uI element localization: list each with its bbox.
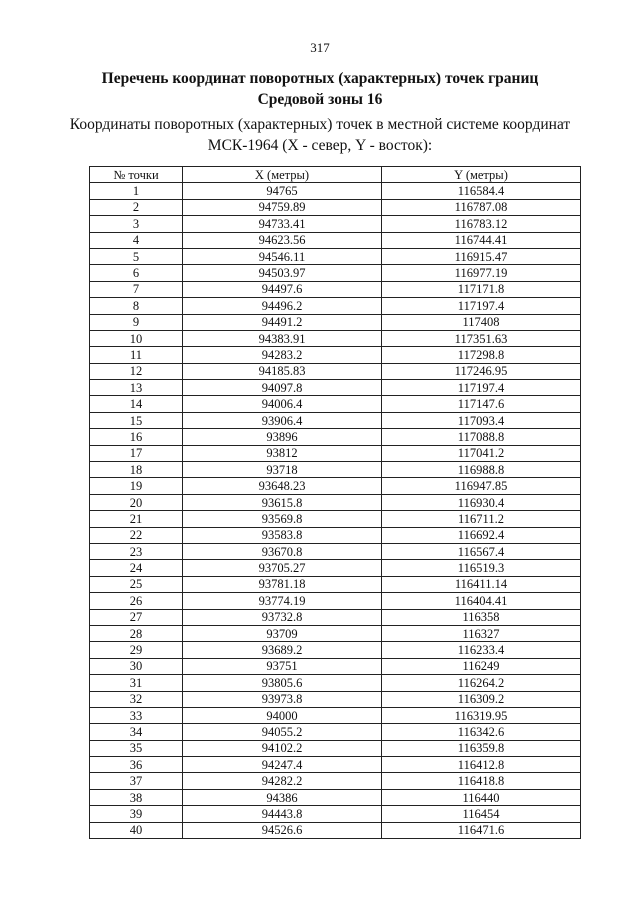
table-row (90, 396, 581, 412)
cell-point-number: 37 (90, 773, 183, 789)
cell-point-number: 1 (90, 183, 183, 199)
cell-x: 94102.2 (183, 740, 382, 756)
cell-point-number: 19 (90, 478, 183, 494)
cell-point-number: 23 (90, 543, 183, 559)
cell-y: 116440 (382, 789, 581, 805)
table-row (90, 232, 581, 248)
cell-x: 94503.97 (183, 265, 382, 281)
table-row (90, 281, 581, 297)
cell-x: 93569.8 (183, 511, 382, 527)
table-row (90, 298, 581, 314)
cell-y: 116584.4 (382, 183, 581, 199)
cell-x: 94282.2 (183, 773, 382, 789)
cell-y: 116930.4 (382, 494, 581, 510)
table-row (90, 478, 581, 494)
table-row (90, 380, 581, 396)
cell-point-number: 8 (90, 298, 183, 314)
cell-x: 94491.2 (183, 314, 382, 330)
cell-x: 93906.4 (183, 412, 382, 428)
cell-x: 93689.2 (183, 642, 382, 658)
cell-y: 116783.12 (382, 216, 581, 232)
cell-y: 116471.6 (382, 822, 581, 838)
table-row (90, 216, 581, 232)
cell-point-number: 34 (90, 724, 183, 740)
table-row (90, 593, 581, 609)
cell-x: 93718 (183, 462, 382, 478)
cell-point-number: 21 (90, 511, 183, 527)
table-row (90, 757, 581, 773)
cell-x: 93709 (183, 625, 382, 641)
cell-y: 116359.8 (382, 740, 581, 756)
table-row (90, 822, 581, 838)
table-row (90, 724, 581, 740)
table-row (90, 675, 581, 691)
cell-point-number: 26 (90, 593, 183, 609)
table-row (90, 543, 581, 559)
cell-y: 117041.2 (382, 445, 581, 461)
table-row (90, 511, 581, 527)
cell-point-number: 32 (90, 691, 183, 707)
cell-x: 94546.11 (183, 248, 382, 264)
table-row (90, 576, 581, 592)
cell-y: 117147.6 (382, 396, 581, 412)
document-subtitle (0, 114, 640, 156)
cell-x: 94443.8 (183, 806, 382, 822)
table-header (90, 167, 581, 183)
coordinates-table (89, 166, 581, 839)
cell-y: 116358 (382, 609, 581, 625)
cell-point-number: 36 (90, 757, 183, 773)
table-row (90, 265, 581, 281)
cell-x: 93751 (183, 658, 382, 674)
header-point-number: № точки (90, 167, 183, 183)
cell-point-number: 3 (90, 216, 183, 232)
table-row (90, 773, 581, 789)
table-row (90, 314, 581, 330)
cell-x: 93615.8 (183, 494, 382, 510)
cell-point-number: 11 (90, 347, 183, 363)
cell-x: 94000 (183, 707, 382, 723)
cell-point-number: 13 (90, 380, 183, 396)
table-row (90, 462, 581, 478)
cell-x: 93670.8 (183, 543, 382, 559)
table-row (90, 183, 581, 199)
cell-y: 116404.41 (382, 593, 581, 609)
cell-x: 94733.41 (183, 216, 382, 232)
cell-point-number: 14 (90, 396, 183, 412)
cell-y: 117088.8 (382, 429, 581, 445)
subtitle-line-2: МСК-1964 (X - север, Y - восток): (207, 137, 433, 154)
cell-point-number: 28 (90, 625, 183, 641)
header-x: X (метры) (183, 167, 382, 183)
cell-x: 94055.2 (183, 724, 382, 740)
cell-y: 116309.2 (382, 691, 581, 707)
cell-x: 93812 (183, 445, 382, 461)
cell-point-number: 24 (90, 560, 183, 576)
table-row (90, 658, 581, 674)
table-row (90, 625, 581, 641)
cell-y: 117171.8 (382, 281, 581, 297)
cell-point-number: 40 (90, 822, 183, 838)
cell-y: 116519.3 (382, 560, 581, 576)
cell-y: 117351.63 (382, 330, 581, 346)
table-row (90, 691, 581, 707)
cell-y: 116249 (382, 658, 581, 674)
cell-point-number: 27 (90, 609, 183, 625)
cell-x: 93705.27 (183, 560, 382, 576)
cell-x: 94386 (183, 789, 382, 805)
cell-point-number: 39 (90, 806, 183, 822)
cell-x: 93973.8 (183, 691, 382, 707)
table-row (90, 642, 581, 658)
cell-point-number: 12 (90, 363, 183, 379)
cell-y: 116947.85 (382, 478, 581, 494)
cell-point-number: 25 (90, 576, 183, 592)
table-row (90, 560, 581, 576)
cell-x: 93648.23 (183, 478, 382, 494)
cell-y: 117093.4 (382, 412, 581, 428)
cell-y: 116412.8 (382, 757, 581, 773)
cell-x: 93805.6 (183, 675, 382, 691)
cell-y: 116319.95 (382, 707, 581, 723)
cell-point-number: 16 (90, 429, 183, 445)
cell-x: 94759.89 (183, 199, 382, 215)
cell-point-number: 15 (90, 412, 183, 428)
cell-x: 93583.8 (183, 527, 382, 543)
table-row (90, 330, 581, 346)
cell-x: 94097.8 (183, 380, 382, 396)
cell-y: 116411.14 (382, 576, 581, 592)
cell-x: 94497.6 (183, 281, 382, 297)
cell-x: 93732.8 (183, 609, 382, 625)
cell-y: 117298.8 (382, 347, 581, 363)
cell-x: 93774.19 (183, 593, 382, 609)
cell-y: 116233.4 (382, 642, 581, 658)
cell-point-number: 35 (90, 740, 183, 756)
header-row (90, 167, 581, 183)
cell-point-number: 4 (90, 232, 183, 248)
table-row (90, 707, 581, 723)
document-title (0, 68, 640, 110)
cell-x: 94006.4 (183, 396, 382, 412)
cell-point-number: 6 (90, 265, 183, 281)
cell-x: 94765 (183, 183, 382, 199)
table-row (90, 806, 581, 822)
cell-point-number: 20 (90, 494, 183, 510)
cell-point-number: 38 (90, 789, 183, 805)
title-line-1: Перечень координат поворотных (характерных) точек границ (101, 70, 539, 87)
cell-x: 93896 (183, 429, 382, 445)
cell-point-number: 10 (90, 330, 183, 346)
table-row (90, 412, 581, 428)
cell-y: 116327 (382, 625, 581, 641)
table-row (90, 429, 581, 445)
table-row (90, 363, 581, 379)
cell-point-number: 31 (90, 675, 183, 691)
page-number: 317 (310, 40, 330, 55)
cell-point-number: 29 (90, 642, 183, 658)
cell-y: 116977.19 (382, 265, 581, 281)
table-row (90, 445, 581, 461)
cell-y: 116567.4 (382, 543, 581, 559)
cell-y: 116988.8 (382, 462, 581, 478)
cell-x: 93781.18 (183, 576, 382, 592)
table-row (90, 609, 581, 625)
cell-x: 94383.91 (183, 330, 382, 346)
header-y: Y (метры) (382, 167, 581, 183)
cell-y: 117197.4 (382, 380, 581, 396)
title-line-2: Средовой зоны 16 (257, 91, 383, 108)
cell-point-number: 9 (90, 314, 183, 330)
table-row (90, 789, 581, 805)
cell-y: 117197.4 (382, 298, 581, 314)
cell-point-number: 22 (90, 527, 183, 543)
cell-x: 94283.2 (183, 347, 382, 363)
cell-y: 116787.08 (382, 199, 581, 215)
cell-y: 116264.2 (382, 675, 581, 691)
cell-x: 94185.83 (183, 363, 382, 379)
cell-point-number: 33 (90, 707, 183, 723)
cell-y: 117408 (382, 314, 581, 330)
cell-x: 94623.56 (183, 232, 382, 248)
cell-point-number: 18 (90, 462, 183, 478)
table-row (90, 740, 581, 756)
cell-y: 116342.6 (382, 724, 581, 740)
cell-point-number: 17 (90, 445, 183, 461)
table-row (90, 248, 581, 264)
cell-y: 117246.95 (382, 363, 581, 379)
cell-y: 116418.8 (382, 773, 581, 789)
cell-point-number: 2 (90, 199, 183, 215)
cell-x: 94496.2 (183, 298, 382, 314)
cell-x: 94526.6 (183, 822, 382, 838)
cell-y: 116692.4 (382, 527, 581, 543)
table-row (90, 347, 581, 363)
cell-y: 116915.47 (382, 248, 581, 264)
cell-y: 116711.2 (382, 511, 581, 527)
cell-point-number: 5 (90, 248, 183, 264)
cell-y: 116744.41 (382, 232, 581, 248)
subtitle-line-1: Координаты поворотных (характерных) точек в местной системе координат (69, 116, 571, 133)
table-body (90, 183, 581, 839)
table-row (90, 527, 581, 543)
cell-point-number: 30 (90, 658, 183, 674)
cell-x: 94247.4 (183, 757, 382, 773)
cell-y: 116454 (382, 806, 581, 822)
table-row (90, 199, 581, 215)
table-row (90, 494, 581, 510)
cell-point-number: 7 (90, 281, 183, 297)
